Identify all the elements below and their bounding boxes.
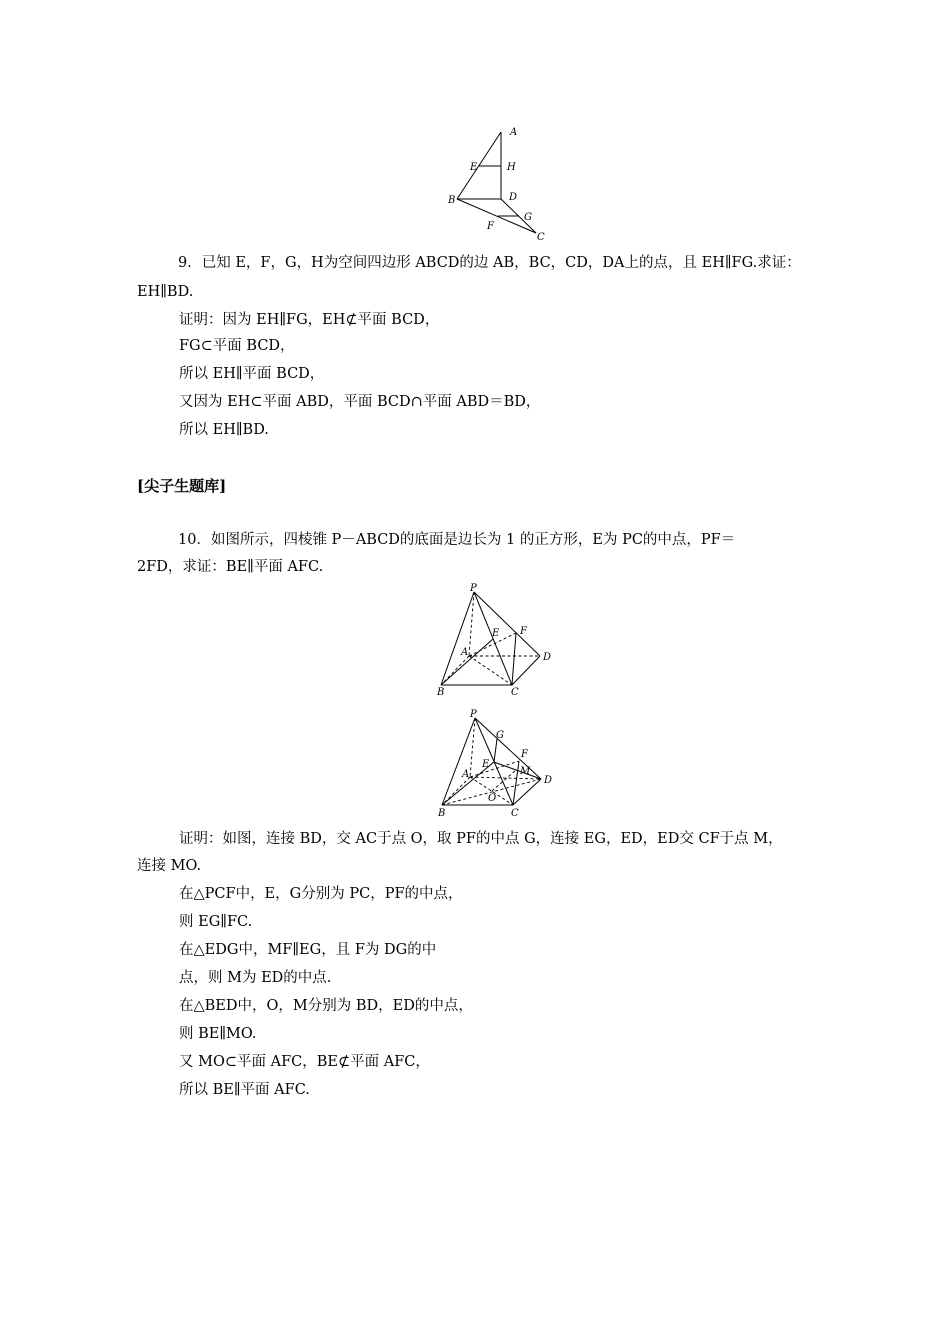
problem10-proof-line: 连接 MO. — [137, 858, 202, 874]
label-O: O — [488, 793, 497, 804]
label-B: B — [437, 687, 445, 698]
problem10-proof-line: 在△PCF中，E，G分别为 PC，PF的中点， — [179, 886, 463, 902]
problem9-question-line1: 9．已知 E，F，G，H为空间四边形 ABCD的边 AB，BC，CD，DA上的点，且 EH∥FG.求证： — [178, 255, 801, 271]
problem9-proof-line: 又因为 EH⊂平面 ABD，平面 BCD∩平面 ABD＝BD， — [179, 394, 541, 410]
label-F: F — [487, 221, 494, 232]
problem9-proof-line: 所以 EH∥平面 BCD， — [179, 366, 325, 382]
label-F: F — [520, 626, 527, 637]
label-H: H — [507, 162, 516, 173]
label-B: B — [448, 195, 456, 206]
label-A: A — [461, 647, 469, 658]
problem10-question-line1: 10．如图所示，四棱锥 P－ABCD的底面是边长为 1 的正方形，E为 PC的中点，PF＝ — [178, 532, 736, 548]
label-P: P — [470, 583, 477, 594]
problem10-proof-line: 又 MO⊂平面 AFC，BE⊄平面 AFC， — [179, 1054, 430, 1070]
label-C: C — [537, 232, 545, 243]
figure-pyramid — [430, 582, 560, 702]
problem10-proof-line: 点，则 M为 ED的中点. — [179, 970, 332, 986]
problem9-proof-line: 所以 EH∥BD. — [179, 422, 269, 438]
section-title: [尖子生题库] — [137, 477, 227, 495]
figure-space-quadrilateral — [440, 120, 550, 245]
label-A: A — [462, 769, 470, 780]
label-D: D — [544, 775, 553, 786]
label-E: E — [492, 628, 500, 639]
problem10-question-line2: 2FD，求证：BE∥平面 AFC. — [137, 559, 324, 575]
label-D: D — [509, 192, 518, 203]
label-E: E — [470, 162, 478, 173]
label-F: F — [521, 749, 528, 760]
problem10-proof-line: 则 BE∥MO. — [179, 1026, 257, 1042]
label-P: P — [470, 709, 477, 720]
label-M: M — [520, 766, 531, 777]
label-B: B — [438, 808, 446, 819]
figure-pyramid-construction — [430, 704, 560, 824]
label-C: C — [511, 808, 519, 819]
label-A: A — [510, 127, 518, 138]
problem9-question-line2: EH∥BD. — [137, 284, 194, 300]
problem10-proof-line: 证明：如图，连接 BD，交 AC于点 O，取 PF的中点 G，连接 EG，ED，ED交 CF于点 M， — [179, 831, 783, 847]
problem10-proof-line: 则 EG∥FC. — [179, 914, 253, 930]
problem9-proof-line: 证明：因为 EH∥FG，EH⊄平面 BCD， — [179, 312, 440, 328]
label-G: G — [524, 212, 532, 223]
label-G: G — [496, 730, 504, 741]
problem9-proof-line: FG⊂平面 BCD， — [179, 338, 295, 354]
label-E: E — [482, 759, 490, 770]
label-C: C — [511, 687, 519, 698]
label-D: D — [543, 652, 552, 663]
problem10-proof-line: 在△EDG中，MF∥EG，且 F为 DG的中 — [179, 942, 437, 958]
problem10-proof-line: 在△BED中，O，M分别为 BD，ED的中点， — [179, 998, 473, 1014]
problem10-proof-line: 所以 BE∥平面 AFC. — [179, 1082, 310, 1098]
